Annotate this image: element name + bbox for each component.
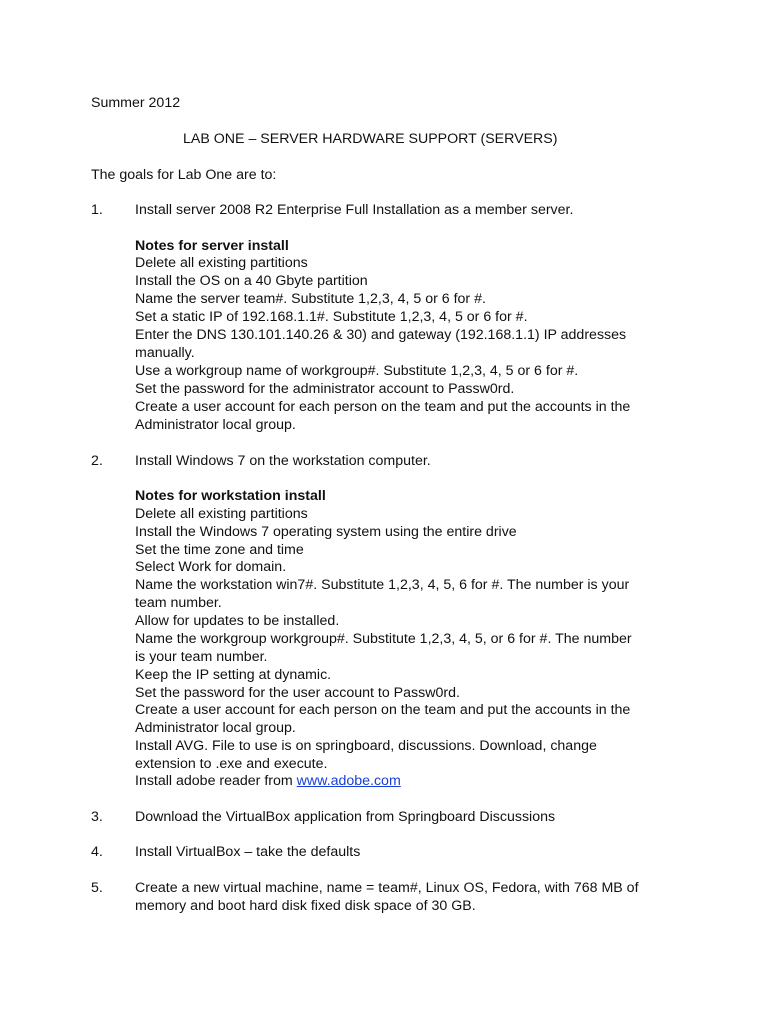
note-line: Create a user account for each person on the team and put the accounts in the [135,702,631,718]
note-line: Select Work for domain. [135,559,287,575]
note-line: Install AVG. File to use is on springboard, discussions. Download, change [135,738,597,754]
note-line: Use a workgroup name of workgroup#. Substitute 1,2,3, 4, 5 or 6 for #. [135,363,579,379]
note-line: Install the Windows 7 operating system using the entire drive [135,524,517,540]
list-item-number: 3. [91,809,103,825]
note-line: Set the password for the administrator account to Passw0rd. [135,381,515,397]
note-line: is your team number. [135,649,268,665]
list-item-text: Download the VirtualBox application from Springboard Discussions [135,809,556,825]
note-line: Keep the IP setting at dynamic. [135,667,332,683]
note-line: Administrator local group. [135,417,296,433]
list-item-text: Install VirtualBox – take the defaults [135,844,361,860]
note-line: Delete all existing partitions [135,255,308,271]
list-item-number: 2. [91,453,103,469]
note-line: Delete all existing partitions [135,506,308,522]
notes-heading: Notes for workstation install [135,488,326,504]
list-item-number: 5. [91,880,103,896]
list-item-number: 4. [91,844,103,860]
note-line: extension to .exe and execute. [135,756,328,772]
note-line: Administrator local group. [135,720,296,736]
note-line: Set the password for the user account to Passw0rd. [135,685,460,701]
note-line: Set a static IP of 192.168.1.1#. Substitute 1,2,3, 4, 5 or 6 for #. [135,309,528,325]
goals-intro: The goals for Lab One are to: [91,167,277,183]
document-title: LAB ONE – SERVER HARDWARE SUPPORT (SERVERS) [183,131,558,147]
note-line: Set the time zone and time [135,542,304,558]
note-line: Allow for updates to be installed. [135,613,340,629]
adobe-link[interactable]: www.adobe.com [296,773,401,789]
note-line: manually. [135,345,195,361]
note-line-adobe [135,772,401,790]
note-line: Enter the DNS 130.101.140.26 & 30) and gateway (192.168.1.1) IP addresses [135,327,627,343]
note-line: Name the server team#. Substitute 1,2,3, 4, 5 or 6 for #. [135,291,486,307]
list-item-text: Install server 2008 R2 Enterprise Full Installation as a member server. [135,202,574,218]
note-line: Install the OS on a 40 Gbyte partition [135,273,368,289]
list-item-text: Install Windows 7 on the workstation computer. [135,453,431,469]
note-line: team number. [135,595,222,611]
document-date: Summer 2012 [91,95,181,111]
list-item-text-continued: memory and boot hard disk fixed disk space of 30 GB. [135,898,476,914]
note-line: Name the workgroup workgroup#. Substitute 1,2,3, 4, 5, or 6 for #. The number [135,631,632,647]
list-item-text: Create a new virtual machine, name = team#, Linux OS, Fedora, with 768 MB of [135,880,639,896]
note-line-text: Install adobe reader from [135,773,297,789]
note-line: Name the workstation win7#. Substitute 1,2,3, 4, 5, 6 for #. The number is your [135,577,630,593]
notes-heading: Notes for server install [135,238,289,254]
note-line: Create a user account for each person on the team and put the accounts in the [135,399,631,415]
list-item-number: 1. [91,202,103,218]
